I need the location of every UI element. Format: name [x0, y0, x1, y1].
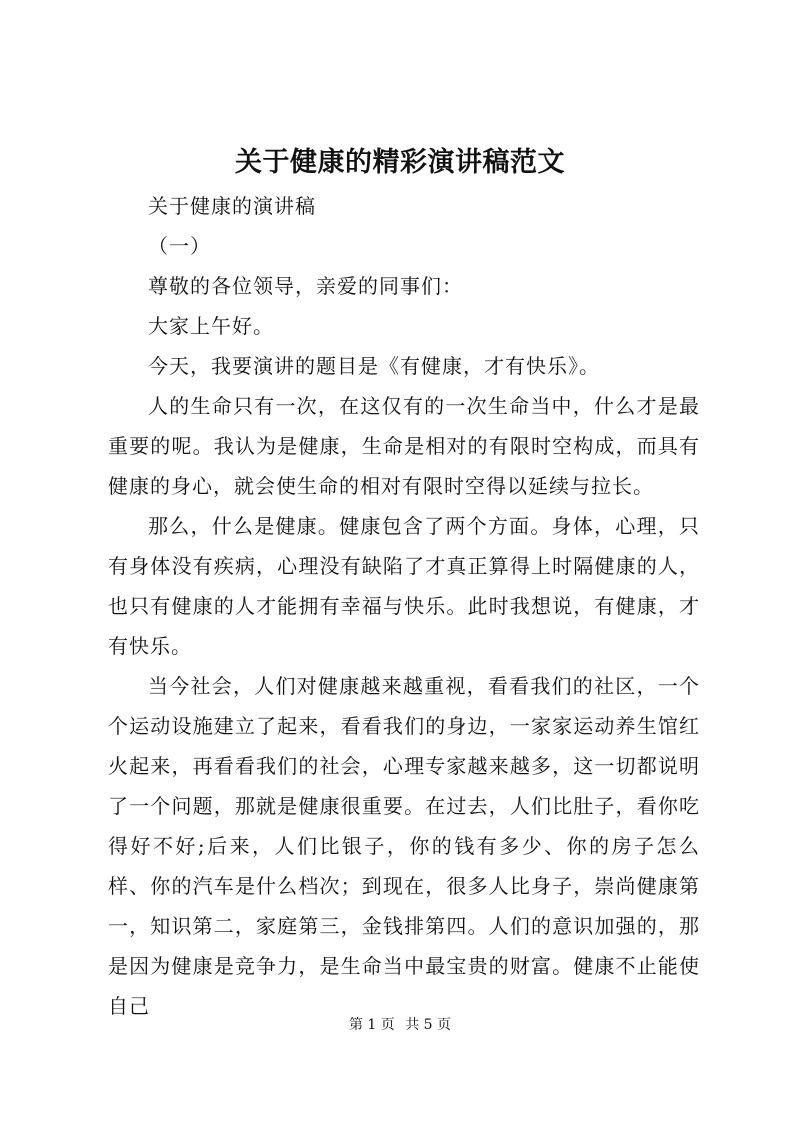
document-title: 关于健康的精彩演讲稿范文 — [235, 147, 565, 178]
body-paragraph-2: 那么，什么是健康。健康包含了两个方面。身体，心理，只有身体没有疾病，心理没有缺陷了才真正算得上时隔健康的人，也只有健康的人才能拥有幸福与快乐。此时我想说，有健康，才有快乐。 — [108, 514, 700, 658]
body-paragraph-1: 人的生命只有一次，在这仅有的一次生命当中，什么才是最重要的呢。我认为是健康，生命是相对的有限时空构成，而具有健康的身心，就会使生命的相对有限时空得以延续与拉长。 — [108, 394, 700, 498]
section-number-paragraph: （一） — [148, 234, 211, 258]
document-body — [108, 186, 700, 1026]
page-number: 第 1 页 — [348, 1017, 395, 1033]
page-total: 共 5 页 — [405, 1017, 452, 1033]
salutation-paragraph: 尊敬的各位领导，亲爱的同事们： — [148, 274, 463, 298]
body-paragraph-3: 当今社会，人们对健康越来越重视，看看我们的社区，一个个运动设施建立了起来，看看我们的身边，一家家运动养生馆红火起来，再看看我们的社会，心理专家越来越多，这一切都说明了一个问题，那就是健康很重要。在过去，人们比肚子，看你吃得好不好;后来，人们比银子，你的钱有多少、你的房子怎么样、你的汽车是什么档次；到现在，很多人比身子，崇尚健康第一，知识第二，家庭第三，金钱排第四。人们的意识加强的，那是因为健康是竞争力，是生命当中最宝贵的财富。健康不止能使自己 — [108, 674, 700, 1018]
greeting-paragraph: 大家上午好。 — [148, 314, 274, 338]
page-footer — [0, 1013, 800, 1037]
topic-paragraph: 今天，我要演讲的题目是《有健康，才有快乐》。 — [148, 354, 600, 378]
subtitle-paragraph: 关于健康的演讲稿 — [148, 194, 316, 218]
